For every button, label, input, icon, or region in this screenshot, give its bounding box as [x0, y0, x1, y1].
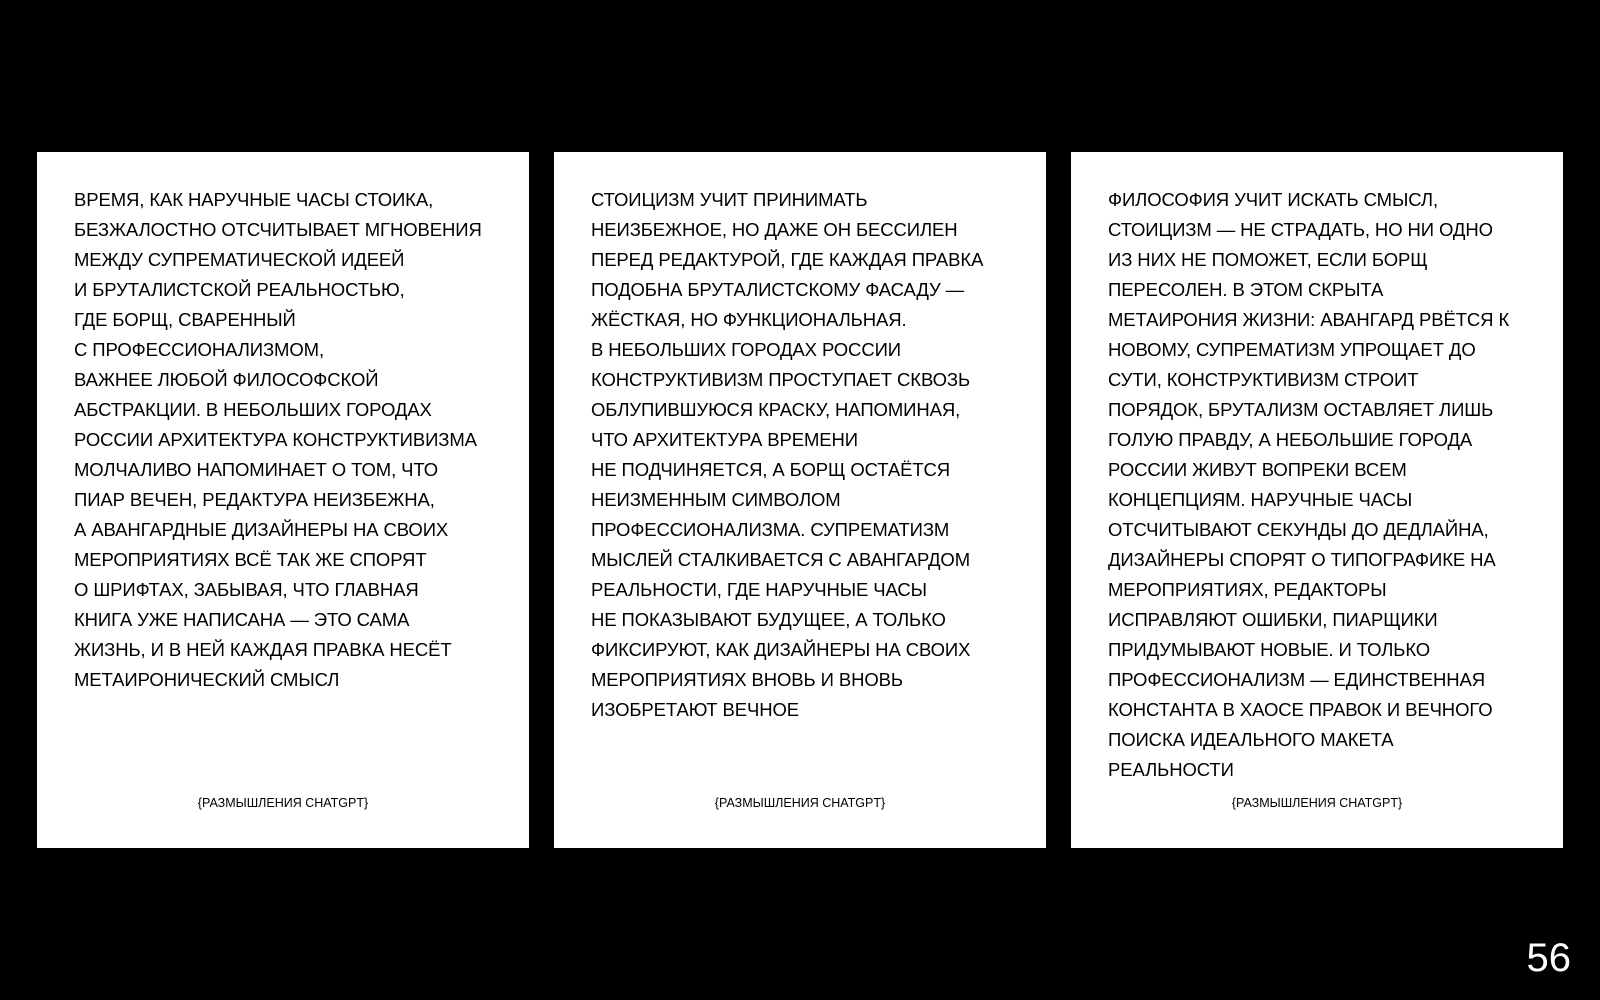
- card-2-body: [591, 185, 1036, 725]
- card-3-line: РОССИИ ЖИВУТ ВОПРЕКИ ВСЕМ: [1108, 459, 1407, 480]
- card-1-line: А АВАНГАРДНЫЕ ДИЗАЙНЕРЫ НА СВОИХ: [74, 519, 449, 540]
- card-3-footer: {РАЗМЫШЛЕНИЯ CHATGPT}: [1231, 796, 1403, 810]
- card-1-line: МОЛЧАЛИВО НАПОМИНАЕТ О ТОМ, ЧТО: [74, 459, 439, 480]
- card-2-line: ЖЁСТКАЯ, НО ФУНКЦИОНАЛЬНАЯ.: [591, 309, 907, 330]
- card-1-line: О ШРИФТАХ, ЗАБЫВАЯ, ЧТО ГЛАВНАЯ: [74, 579, 419, 600]
- card-3-line: ДИЗАЙНЕРЫ СПОРЯТ О ТИПОГРАФИКЕ НА: [1108, 549, 1496, 570]
- card-2-line: НЕ ПОДЧИНЯЕТСЯ, А БОРЩ ОСТАЁТСЯ: [591, 459, 951, 480]
- card-3-line: ГОЛУЮ ПРАВДУ, А НЕБОЛЬШИЕ ГОРОДА: [1108, 429, 1473, 450]
- card-3-line: МЕРОПРИЯТИЯХ, РЕДАКТОРЫ: [1108, 579, 1387, 600]
- card-1-body: [74, 185, 519, 695]
- card-3-line: ПОИСКА ИДЕАЛЬНОГО МАКЕТА: [1108, 729, 1394, 750]
- card-2-line: ИЗОБРЕТАЮТ ВЕЧНОЕ: [591, 699, 799, 720]
- card-3-line: ПРИДУМЫВАЮТ НОВЫЕ. И ТОЛЬКО: [1108, 639, 1431, 660]
- card-2-line: НЕ ПОКАЗЫВАЮТ БУДУЩЕЕ, А ТОЛЬКО: [591, 609, 946, 630]
- card-2-line: ПРОФЕССИОНАЛИЗМА. СУПРЕМАТИЗМ: [591, 519, 950, 540]
- card-3-line: НОВОМУ, СУПРЕМАТИЗМ УПРОЩАЕТ ДО: [1108, 339, 1476, 360]
- card-3-line: ПОРЯДОК, БРУТАЛИЗМ ОСТАВЛЯЕТ ЛИШЬ: [1108, 399, 1494, 420]
- card-1-line: ВАЖНЕЕ ЛЮБОЙ ФИЛОСОФСКОЙ: [74, 369, 379, 390]
- card-3-line: ОТСЧИТЫВАЮТ СЕКУНДЫ ДО ДЕДЛАЙНА,: [1108, 519, 1489, 540]
- card-1-footer: {РАЗМЫШЛЕНИЯ CHATGPT}: [197, 796, 369, 810]
- card-1-line: ЖИЗНЬ, И В НЕЙ КАЖДАЯ ПРАВКА НЕСЁТ: [74, 639, 452, 660]
- card-1-line: МЕРОПРИЯТИЯХ ВСЁ ТАК ЖЕ СПОРЯТ: [74, 549, 427, 570]
- card-3-line: ФИЛОСОФИЯ УЧИТ ИСКАТЬ СМЫСЛ,: [1108, 189, 1438, 210]
- text-card-2: [554, 152, 1046, 848]
- card-3-line: ПЕРЕСОЛЕН. В ЭТОМ СКРЫТА: [1108, 279, 1384, 300]
- page-number: 56: [1526, 936, 1571, 980]
- card-1-line: ВРЕМЯ, КАК НАРУЧНЫЕ ЧАСЫ СТОИКА,: [74, 189, 434, 210]
- card-3-line: МЕТАИРОНИЯ ЖИЗНИ: АВАНГАРД РВЁТСЯ К: [1108, 309, 1510, 330]
- text-card-1: [37, 152, 529, 848]
- card-2-line: НЕИЗБЕЖНОЕ, НО ДАЖЕ ОН БЕССИЛЕН: [591, 219, 958, 240]
- card-1-line: ПИАР ВЕЧЕН, РЕДАКТУРА НЕИЗБЕЖНА,: [74, 489, 435, 510]
- card-3-line: ИЗ НИХ НЕ ПОМОЖЕТ, ЕСЛИ БОРЩ: [1108, 249, 1428, 270]
- card-3-line: ПРОФЕССИОНАЛИЗМ — ЕДИНСТВЕННАЯ: [1108, 669, 1486, 690]
- card-2-line: ПЕРЕД РЕДАКТУРОЙ, ГДЕ КАЖДАЯ ПРАВКА: [591, 249, 984, 270]
- card-3-line: КОНЦЕПЦИЯМ. НАРУЧНЫЕ ЧАСЫ: [1108, 489, 1413, 510]
- card-2-line: ОБЛУПИВШУЮСЯ КРАСКУ, НАПОМИНАЯ,: [591, 399, 961, 420]
- card-3-line: КОНСТАНТА В ХАОСЕ ПРАВОК И ВЕЧНОГО: [1108, 699, 1493, 720]
- card-1-line: МЕТАИРОНИЧЕСКИЙ СМЫСЛ: [74, 669, 340, 690]
- card-2-line: В НЕБОЛЬШИХ ГОРОДАХ РОССИИ: [591, 339, 901, 360]
- card-3-line: ИСПРАВЛЯЮТ ОШИБКИ, ПИАРЩИКИ: [1108, 609, 1438, 630]
- card-3-line: СТОИЦИЗМ — НЕ СТРАДАТЬ, НО НИ ОДНО: [1108, 219, 1493, 240]
- card-3-body: [1108, 185, 1553, 785]
- card-3-line: РЕАЛЬНОСТИ: [1108, 759, 1234, 780]
- card-1-line: И БРУТАЛИСТСКОЙ РЕАЛЬНОСТЬЮ,: [74, 279, 405, 300]
- text-card-3: [1071, 152, 1563, 848]
- card-2-line: НЕИЗМЕННЫМ СИМВОЛОМ: [591, 489, 841, 510]
- card-2-line: СТОИЦИЗМ УЧИТ ПРИНИМАТЬ: [591, 189, 868, 210]
- card-1-line: РОССИИ АРХИТЕКТУРА КОНСТРУКТИВИЗМА: [74, 429, 477, 450]
- card-2-line: МЫСЛЕЙ СТАЛКИВАЕТСЯ С АВАНГАРДОМ: [591, 549, 971, 570]
- card-1-line: БЕЗЖАЛОСТНО ОТСЧИТЫВАЕТ МГНОВЕНИЯ: [74, 219, 482, 240]
- card-2-line: ПОДОБНА БРУТАЛИСТСКОМУ ФАСАДУ —: [591, 279, 965, 300]
- card-1-line: АБСТРАКЦИИ. В НЕБОЛЬШИХ ГОРОДАХ: [74, 399, 432, 420]
- card-1-line: С ПРОФЕССИОНАЛИЗМОМ,: [74, 339, 324, 360]
- card-1-line: ГДЕ БОРЩ, СВАРЕННЫЙ: [74, 309, 296, 330]
- card-2-line: МЕРОПРИЯТИЯХ ВНОВЬ И ВНОВЬ: [591, 669, 903, 690]
- card-1-line: КНИГА УЖЕ НАПИСАНА — ЭТО САМА: [74, 609, 410, 630]
- card-2-line: ЧТО АРХИТЕКТУРА ВРЕМЕНИ: [591, 429, 858, 450]
- card-2-line: КОНСТРУКТИВИЗМ ПРОСТУПАЕТ СКВОЗЬ: [591, 369, 970, 390]
- card-2-footer: {РАЗМЫШЛЕНИЯ CHATGPT}: [714, 796, 886, 810]
- card-1-line: МЕЖДУ СУПРЕМАТИЧЕСКОЙ ИДЕЕЙ: [74, 249, 405, 270]
- card-2-line: ФИКСИРУЮТ, КАК ДИЗАЙНЕРЫ НА СВОИХ: [591, 639, 971, 660]
- card-2-line: РЕАЛЬНОСТИ, ГДЕ НАРУЧНЫЕ ЧАСЫ: [591, 579, 927, 600]
- card-3-line: СУТИ, КОНСТРУКТИВИЗМ СТРОИТ: [1108, 369, 1419, 390]
